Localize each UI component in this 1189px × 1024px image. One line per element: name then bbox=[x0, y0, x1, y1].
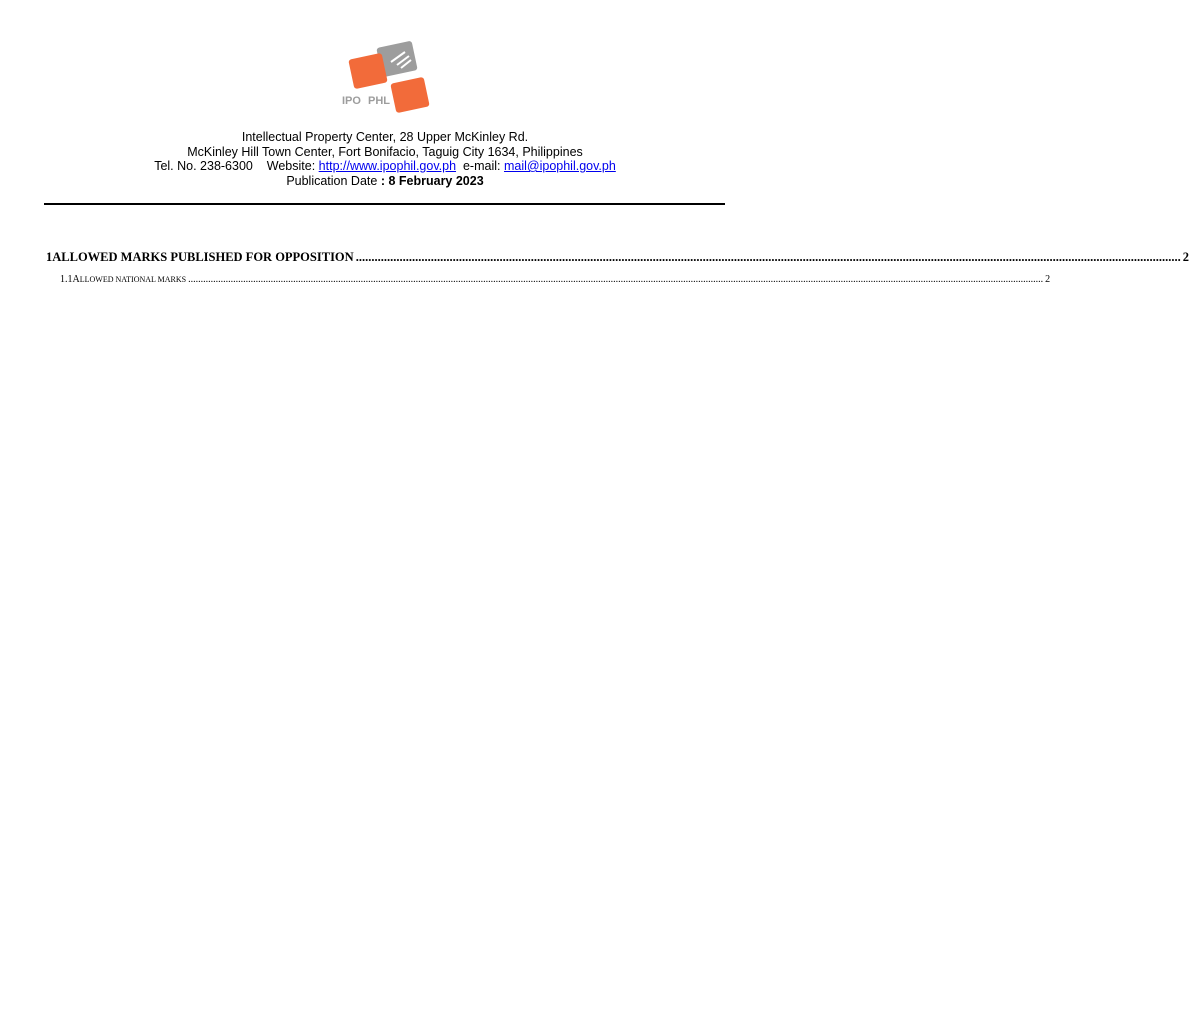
toc-entry-title bbox=[73, 274, 187, 285]
logo-text-phl: PHL bbox=[368, 95, 390, 107]
toc-entry-title: ALLOWED MARKS PUBLISHED FOR OPPOSITION bbox=[52, 250, 354, 264]
toc-title-rest: LLOWED NATIONAL MARKS bbox=[79, 275, 187, 284]
contact-line bbox=[0, 159, 770, 174]
toc-leader-dots: ........................................................................................................................................................................................................................................................................ bbox=[355, 250, 1181, 264]
ipophl-logo bbox=[335, 40, 435, 120]
logo-text-ipo: IPO bbox=[342, 95, 361, 107]
email-label: e-mail: bbox=[462, 159, 501, 173]
address-line-1: Intellectual Property Center, 28 Upper McKinley Rd. bbox=[241, 130, 529, 144]
toc-entry-number: 1 bbox=[46, 250, 53, 264]
address-block bbox=[0, 130, 770, 188]
toc-entry-page: 2 bbox=[1182, 250, 1189, 264]
publication-date-line bbox=[0, 174, 770, 189]
publication-date-value: : 8 February 2023 bbox=[380, 173, 484, 188]
toc-entry-1-1[interactable] bbox=[60, 274, 1051, 285]
header-divider bbox=[44, 203, 725, 205]
toc-leader-dots: ...................................................................................................................................................................................................................................................................................................................................................... bbox=[188, 274, 1044, 285]
tel-label: Tel. No. 238-6300 bbox=[154, 159, 253, 173]
toc-entry-number: 1.1 bbox=[60, 274, 73, 285]
email-link[interactable]: mail@ipophil.gov.ph bbox=[503, 159, 616, 173]
toc-entry-1[interactable] bbox=[46, 250, 1189, 265]
toc-entry-page: 2 bbox=[1045, 274, 1051, 285]
toc-title-initial: A bbox=[72, 274, 80, 285]
website-label: Website: bbox=[266, 159, 316, 173]
publication-date-label: Publication Date bbox=[286, 173, 378, 188]
address-line-2: McKinley Hill Town Center, Fort Bonifacio, Taguig City 1634, Philippines bbox=[187, 144, 583, 159]
website-link[interactable]: http://www.ipophil.gov.ph bbox=[318, 159, 457, 173]
